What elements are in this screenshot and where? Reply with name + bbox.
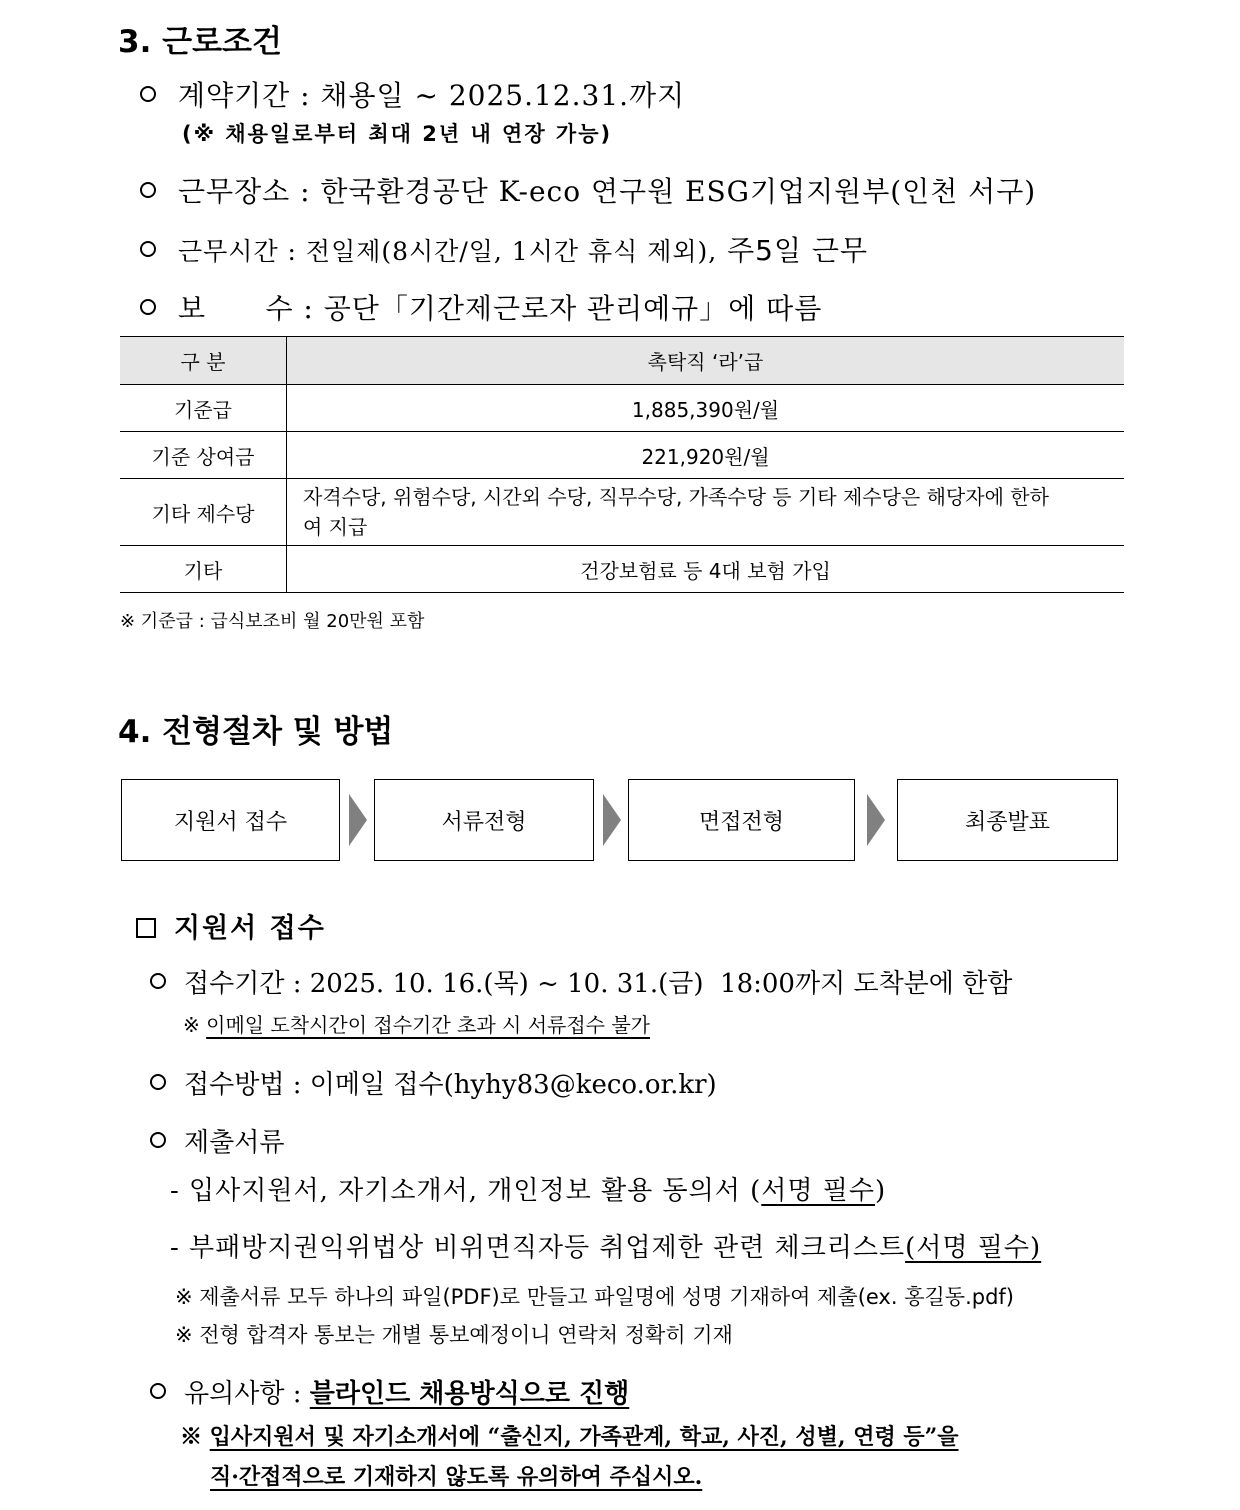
step-application: 지원서 접수 xyxy=(121,779,340,861)
table-header-cell: 구 분 xyxy=(120,337,287,385)
table-cell: 건강보험료 등 4대 보험 가입 xyxy=(287,546,1125,593)
circle-bullet-icon xyxy=(140,182,156,198)
doc-item-2-required: (서명 필수) xyxy=(905,1233,1042,1263)
application-method-text: 접수방법 : 이메일 접수(hyhy83@keco.or.kr) xyxy=(184,1070,717,1100)
circle-bullet-icon xyxy=(150,1074,166,1090)
work-hours-text: 근무시간 : 전일제(8시간/일, 1시간 휴식 제외), xyxy=(178,237,718,266)
work-place-text: 근무장소 : 한국환경공단 K-eco 연구원 ESG기업지원부(인천 서구) xyxy=(178,175,1037,208)
docs-note-2: ※ 전형 합격자 통보는 개별 통보예정이니 연락처 정확히 기재 xyxy=(175,1323,733,1347)
work-days-text: 주5일 근무 xyxy=(727,234,869,267)
table-cell: 기타 제수당 xyxy=(120,479,287,546)
circle-bullet-icon xyxy=(150,1383,166,1399)
contract-note: (※ 채용일로부터 최대 2년 내 연장 가능) xyxy=(182,122,613,146)
step-interview: 면접전형 xyxy=(628,779,855,861)
caution-label: 유의사항 : xyxy=(184,1379,310,1409)
table-cell: 기준 상여금 xyxy=(120,432,287,479)
step-final-announcement: 최종발표 xyxy=(897,779,1118,861)
table-cell: 기타 xyxy=(120,546,287,593)
work-place xyxy=(140,170,1036,210)
application-subtitle-text: 지원서 접수 xyxy=(174,913,326,944)
table-header-row xyxy=(120,337,1124,385)
table-cell: 221,920원/월 xyxy=(287,432,1125,479)
section-3-title: 3. 근로조건 xyxy=(118,24,282,60)
pay-line xyxy=(140,287,822,327)
checkbox-square-icon xyxy=(136,918,156,938)
arrow-right-icon xyxy=(867,794,885,846)
doc-item-2-text: - 부패방지권익위법상 비위면직자등 취업제한 관련 체크리스트 xyxy=(170,1233,906,1263)
period-note: ※ 이메일 도착시간이 접수기간 초과 시 서류접수 불가 xyxy=(183,1013,650,1037)
caution-text: 블라인드 채용방식으로 진행 xyxy=(309,1379,630,1409)
table-row xyxy=(120,385,1124,432)
circle-bullet-icon xyxy=(140,86,156,102)
application-period-text: 접수기간 : 2025. 10. 16.(목) ~ 10. 31.(금) 18:00까지 도착분에 한함 xyxy=(184,969,1013,999)
application-subtitle xyxy=(136,906,326,945)
period-note-text: 이메일 도착시간이 접수기간 초과 시 서류접수 불가 xyxy=(206,1013,650,1037)
circle-bullet-icon xyxy=(140,241,156,257)
table-cell: 1,885,390원/월 xyxy=(287,385,1125,432)
arrow-right-icon xyxy=(349,794,367,846)
doc-item-1-required: 서명 필수 xyxy=(761,1176,875,1206)
submission-docs xyxy=(150,1122,284,1159)
pay-table xyxy=(120,336,1124,593)
caution-note: ※ 입사지원서 및 자기소개서에 “출신지, 가족관계, 학교, 사진, 성별, 연령 등”을 xyxy=(180,1424,959,1450)
application-period xyxy=(150,963,1012,1000)
work-hours xyxy=(140,229,868,269)
caution-note-line-1: 입사지원서 및 자기소개서에 “출신지, 가족관계, 학교, 사진, 성별, 연령 등”을 xyxy=(209,1424,959,1450)
circle-bullet-icon xyxy=(140,299,156,315)
table-cell: 자격수당, 위험수당, 시간외 수당, 직무수당, 가족수당 등 기타 제수당은 해당자에 한하여 지급 xyxy=(287,479,1125,546)
pay-text: 보 수 : 공단「기간제근로자 관리예규」에 따름 xyxy=(178,292,823,325)
contract-period-text: 계약기간 : 채용일 ~ 2025.12.31.까지 xyxy=(178,79,686,112)
caution-note-line-2: 직·간접적으로 기재하지 않도록 유의하여 주십시오. xyxy=(210,1464,703,1490)
application-method xyxy=(150,1064,717,1101)
circle-bullet-icon xyxy=(150,973,166,989)
submission-docs-text: 제출서류 xyxy=(184,1128,285,1158)
docs-note-1: ※ 제출서류 모두 하나의 파일(PDF)로 만들고 파일명에 성명 기재하여 제출(ex. 홍길동.pdf) xyxy=(175,1285,1014,1309)
table-row xyxy=(120,479,1124,546)
section-4-title: 4. 전형절차 및 방법 xyxy=(118,714,394,750)
doc-item-1-text: - 입사지원서, 자기소개서, 개인정보 활용 동의서 ( xyxy=(170,1176,762,1206)
table-row xyxy=(120,546,1124,593)
arrow-right-icon xyxy=(603,794,621,846)
circle-bullet-icon xyxy=(150,1132,166,1148)
doc-item-2 xyxy=(170,1227,1041,1264)
contract-period xyxy=(140,74,685,114)
table-row xyxy=(120,432,1124,479)
table-note: ※ 기준급 : 급식보조비 월 20만원 포함 xyxy=(120,611,425,632)
table-cell: 기준급 xyxy=(120,385,287,432)
doc-item-1-close: ) xyxy=(875,1176,887,1206)
table-header-cell: 촉탁직 ‘라’급 xyxy=(287,337,1125,385)
doc-item-1 xyxy=(170,1170,886,1207)
caution xyxy=(150,1373,629,1410)
step-document-screening: 서류전형 xyxy=(374,779,594,861)
